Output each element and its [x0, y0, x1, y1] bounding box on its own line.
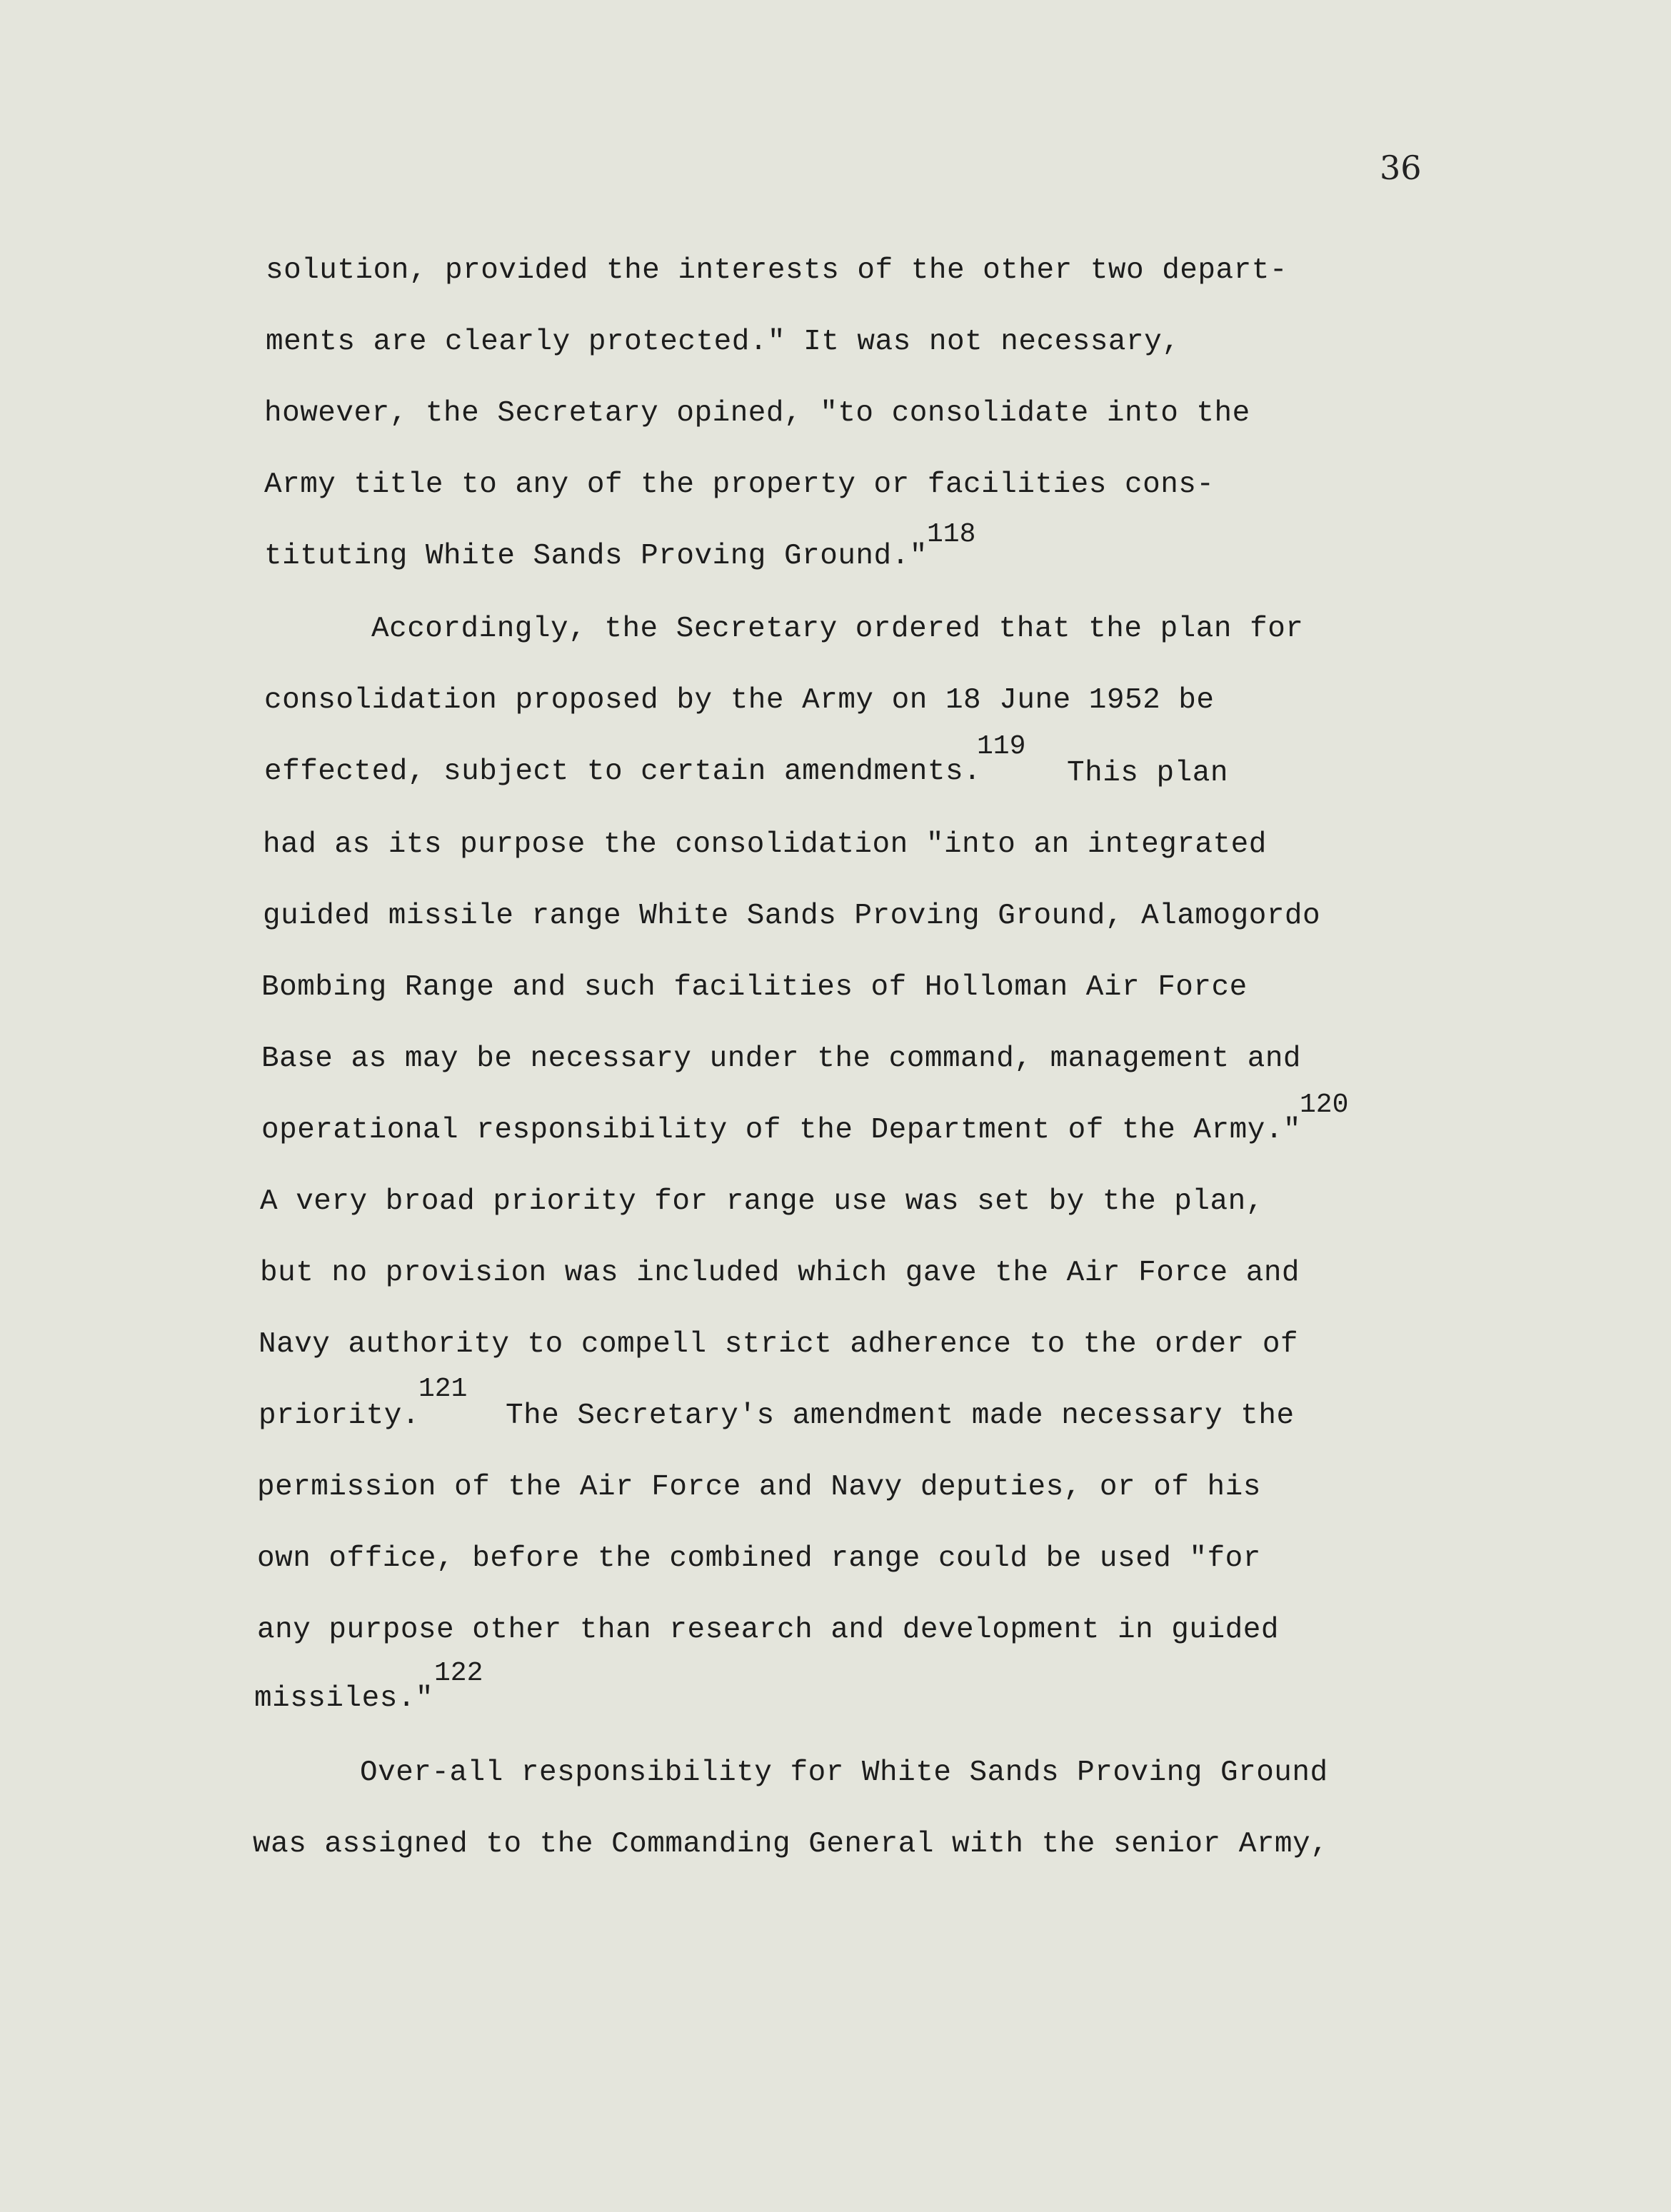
footnote-marker: 118 — [927, 519, 976, 550]
text-line: Over-all responsibility for White Sands Proving Ground — [360, 1756, 1328, 1789]
text-line: guided missile range White Sands Proving Ground, Alamogordo — [263, 900, 1321, 932]
text-line: own office, before the combined range could be used "for — [257, 1542, 1261, 1575]
page-number: 36 — [1380, 149, 1422, 187]
text-line: permission of the Air Force and Navy deputies, or of his — [257, 1471, 1261, 1504]
text-line: The Secretary's amendment made necessary the — [506, 1399, 1295, 1432]
text-line: Navy authority to compell strict adherence to the order of — [259, 1328, 1299, 1361]
text-line: ments are clearly protected." It was not necessary, — [266, 326, 1180, 358]
text-line: effected, subject to certain amendments. — [264, 755, 982, 788]
text-line: missiles." — [254, 1682, 434, 1715]
text-line: Base as may be necessary under the command, management and — [261, 1042, 1302, 1075]
text-line: had as its purpose the consolidation "into an integrated — [263, 828, 1267, 861]
text-line: A very broad priority for range use was set by the plan, — [260, 1185, 1264, 1218]
text-line: operational responsibility of the Department of the Army." — [261, 1114, 1302, 1147]
text-line: was assigned to the Commanding General with the senior Army, — [253, 1828, 1329, 1861]
text-line: but no provision was included which gave the Air Force and — [260, 1257, 1300, 1290]
text-line: Bombing Range and such facilities of Holloman Air Force — [261, 971, 1248, 1004]
text-line: solution, provided the interests of the other two depart- — [266, 254, 1288, 287]
footnote-marker: 121 — [418, 1374, 468, 1404]
text-line: tituting White Sands Proving Ground." — [264, 540, 928, 573]
text-line: priority. — [259, 1399, 420, 1432]
text-line: Army title to any of the property or facilities cons- — [264, 468, 1215, 501]
text-line: This plan — [1067, 757, 1228, 790]
footnote-marker: 120 — [1300, 1090, 1349, 1120]
text-line: however, the Secretary opined, "to consolidate into the — [264, 397, 1250, 430]
text-line: consolidation proposed by the Army on 18 June 1952 be — [264, 684, 1215, 717]
text-line: any purpose other than research and development in guided — [257, 1614, 1279, 1647]
text-line: Accordingly, the Secretary ordered that the plan for — [371, 613, 1304, 645]
footnote-marker: 122 — [434, 1658, 483, 1689]
footnote-marker: 119 — [977, 731, 1026, 762]
